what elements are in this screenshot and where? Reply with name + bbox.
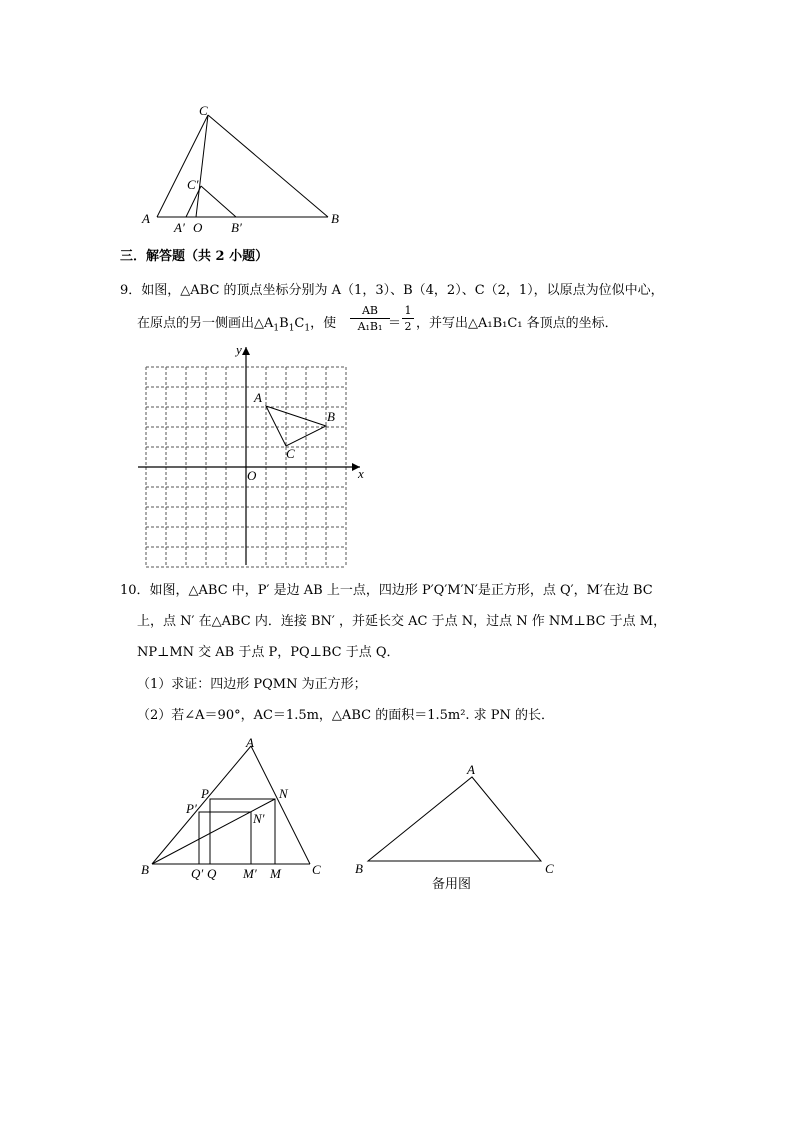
- label-A-prime: A′: [174, 220, 185, 235]
- q10-part1: （1）求证：四边形 PQMN 为正方形；: [137, 677, 367, 692]
- q9-line2-a: 在原点的另一侧画出△A: [137, 316, 274, 331]
- label-C-prime: C′: [187, 177, 199, 192]
- q10-label-N: N: [279, 786, 288, 801]
- section-heading: 三．解答题（共 2 小题）: [120, 249, 269, 264]
- label-B-prime: B′: [231, 220, 242, 235]
- q9-line2-d: ，使: [310, 316, 337, 331]
- q10-label-M: M: [270, 866, 281, 881]
- top-triangle-figure: [0, 0, 794, 240]
- q9-line1: 9．如图，△ABC 的顶点坐标分别为 A（1，3）、B（4，2）、C（2，1），以原点为位似中心，: [120, 283, 664, 298]
- q9-sub2: 1: [288, 323, 295, 334]
- segment-C1B1: [201, 186, 236, 217]
- grid-label-A: A: [254, 390, 262, 405]
- q10-label-Q-prime: Q′: [191, 866, 204, 881]
- label-C: C: [199, 103, 208, 118]
- segment-CO: [196, 115, 208, 217]
- q10-line3: NP⊥MN 交 AB 于点 P，PQ⊥BC 于点 Q．: [137, 645, 400, 660]
- triangle-ABC: [266, 406, 326, 446]
- grid-label-y: y: [236, 342, 242, 357]
- equals-sign: ＝: [388, 316, 402, 331]
- q10-label-A: A: [246, 735, 254, 750]
- q10-part2: （2）若∠A＝90°，AC＝1.5m，△ABC 的面积＝1.5m². 求 PN 的长．: [137, 708, 555, 723]
- q10-backup-figure: [0, 730, 794, 930]
- grid-label-O: O: [247, 468, 257, 483]
- frac1-denominator: A₁B₁: [357, 320, 383, 333]
- q10-label-C: C: [312, 862, 321, 877]
- fraction-AB-over-A1B1: [350, 305, 390, 333]
- label-B: B: [331, 211, 339, 226]
- segment-CB: [208, 115, 328, 217]
- label-A: A: [142, 211, 150, 226]
- frac2-numerator: 1: [402, 305, 414, 319]
- grid-label-x: x: [358, 466, 364, 481]
- label-O: O: [193, 220, 203, 235]
- q9-sub1: 1: [273, 323, 280, 334]
- q9-line2-b: B: [279, 316, 289, 331]
- q9-line2-e: ，并写出△A₁B₁C₁ 各顶点的坐标．: [416, 316, 618, 331]
- q10-line2: 上，点 N′ 在△ABC 内．连接 BN′ ，并延长交 AC 于点 N，过点 N 作 NM⊥BC 于点 M，: [137, 614, 667, 629]
- backup-figure-caption: 备用图: [432, 877, 472, 892]
- y-axis-arrow: [242, 347, 250, 355]
- q10-label-P-prime: P′: [186, 801, 197, 816]
- q9-sub3: 1: [304, 323, 311, 334]
- q10-label-P: P: [201, 786, 209, 801]
- q10-label-N-prime: N′: [253, 811, 265, 826]
- backup-label-B: B: [355, 861, 363, 876]
- backup-label-C: C: [545, 861, 554, 876]
- q10-line1: 10．如图，△ABC 中，P′ 是边 AB 上一点，四边形 P′Q′M′N′是正方形，点 Q′，M′在边 BC: [120, 583, 653, 598]
- fraction-one-half: [402, 305, 414, 333]
- q10-label-Q: Q: [207, 866, 217, 881]
- q9-line2: [137, 316, 336, 337]
- backup-triangle-ABC: [368, 777, 541, 861]
- grid-label-C: C: [286, 446, 295, 461]
- q9-line2-c: C: [294, 316, 305, 331]
- backup-label-A: A: [467, 762, 475, 777]
- grid-label-B: B: [327, 409, 335, 424]
- frac2-denominator: 2: [404, 320, 412, 333]
- segment-AC: [157, 115, 208, 217]
- q10-label-B: B: [141, 862, 149, 877]
- coordinate-grid: [0, 340, 794, 580]
- q10-label-M-prime: M′: [243, 866, 257, 881]
- frac1-numerator: AB: [350, 305, 390, 319]
